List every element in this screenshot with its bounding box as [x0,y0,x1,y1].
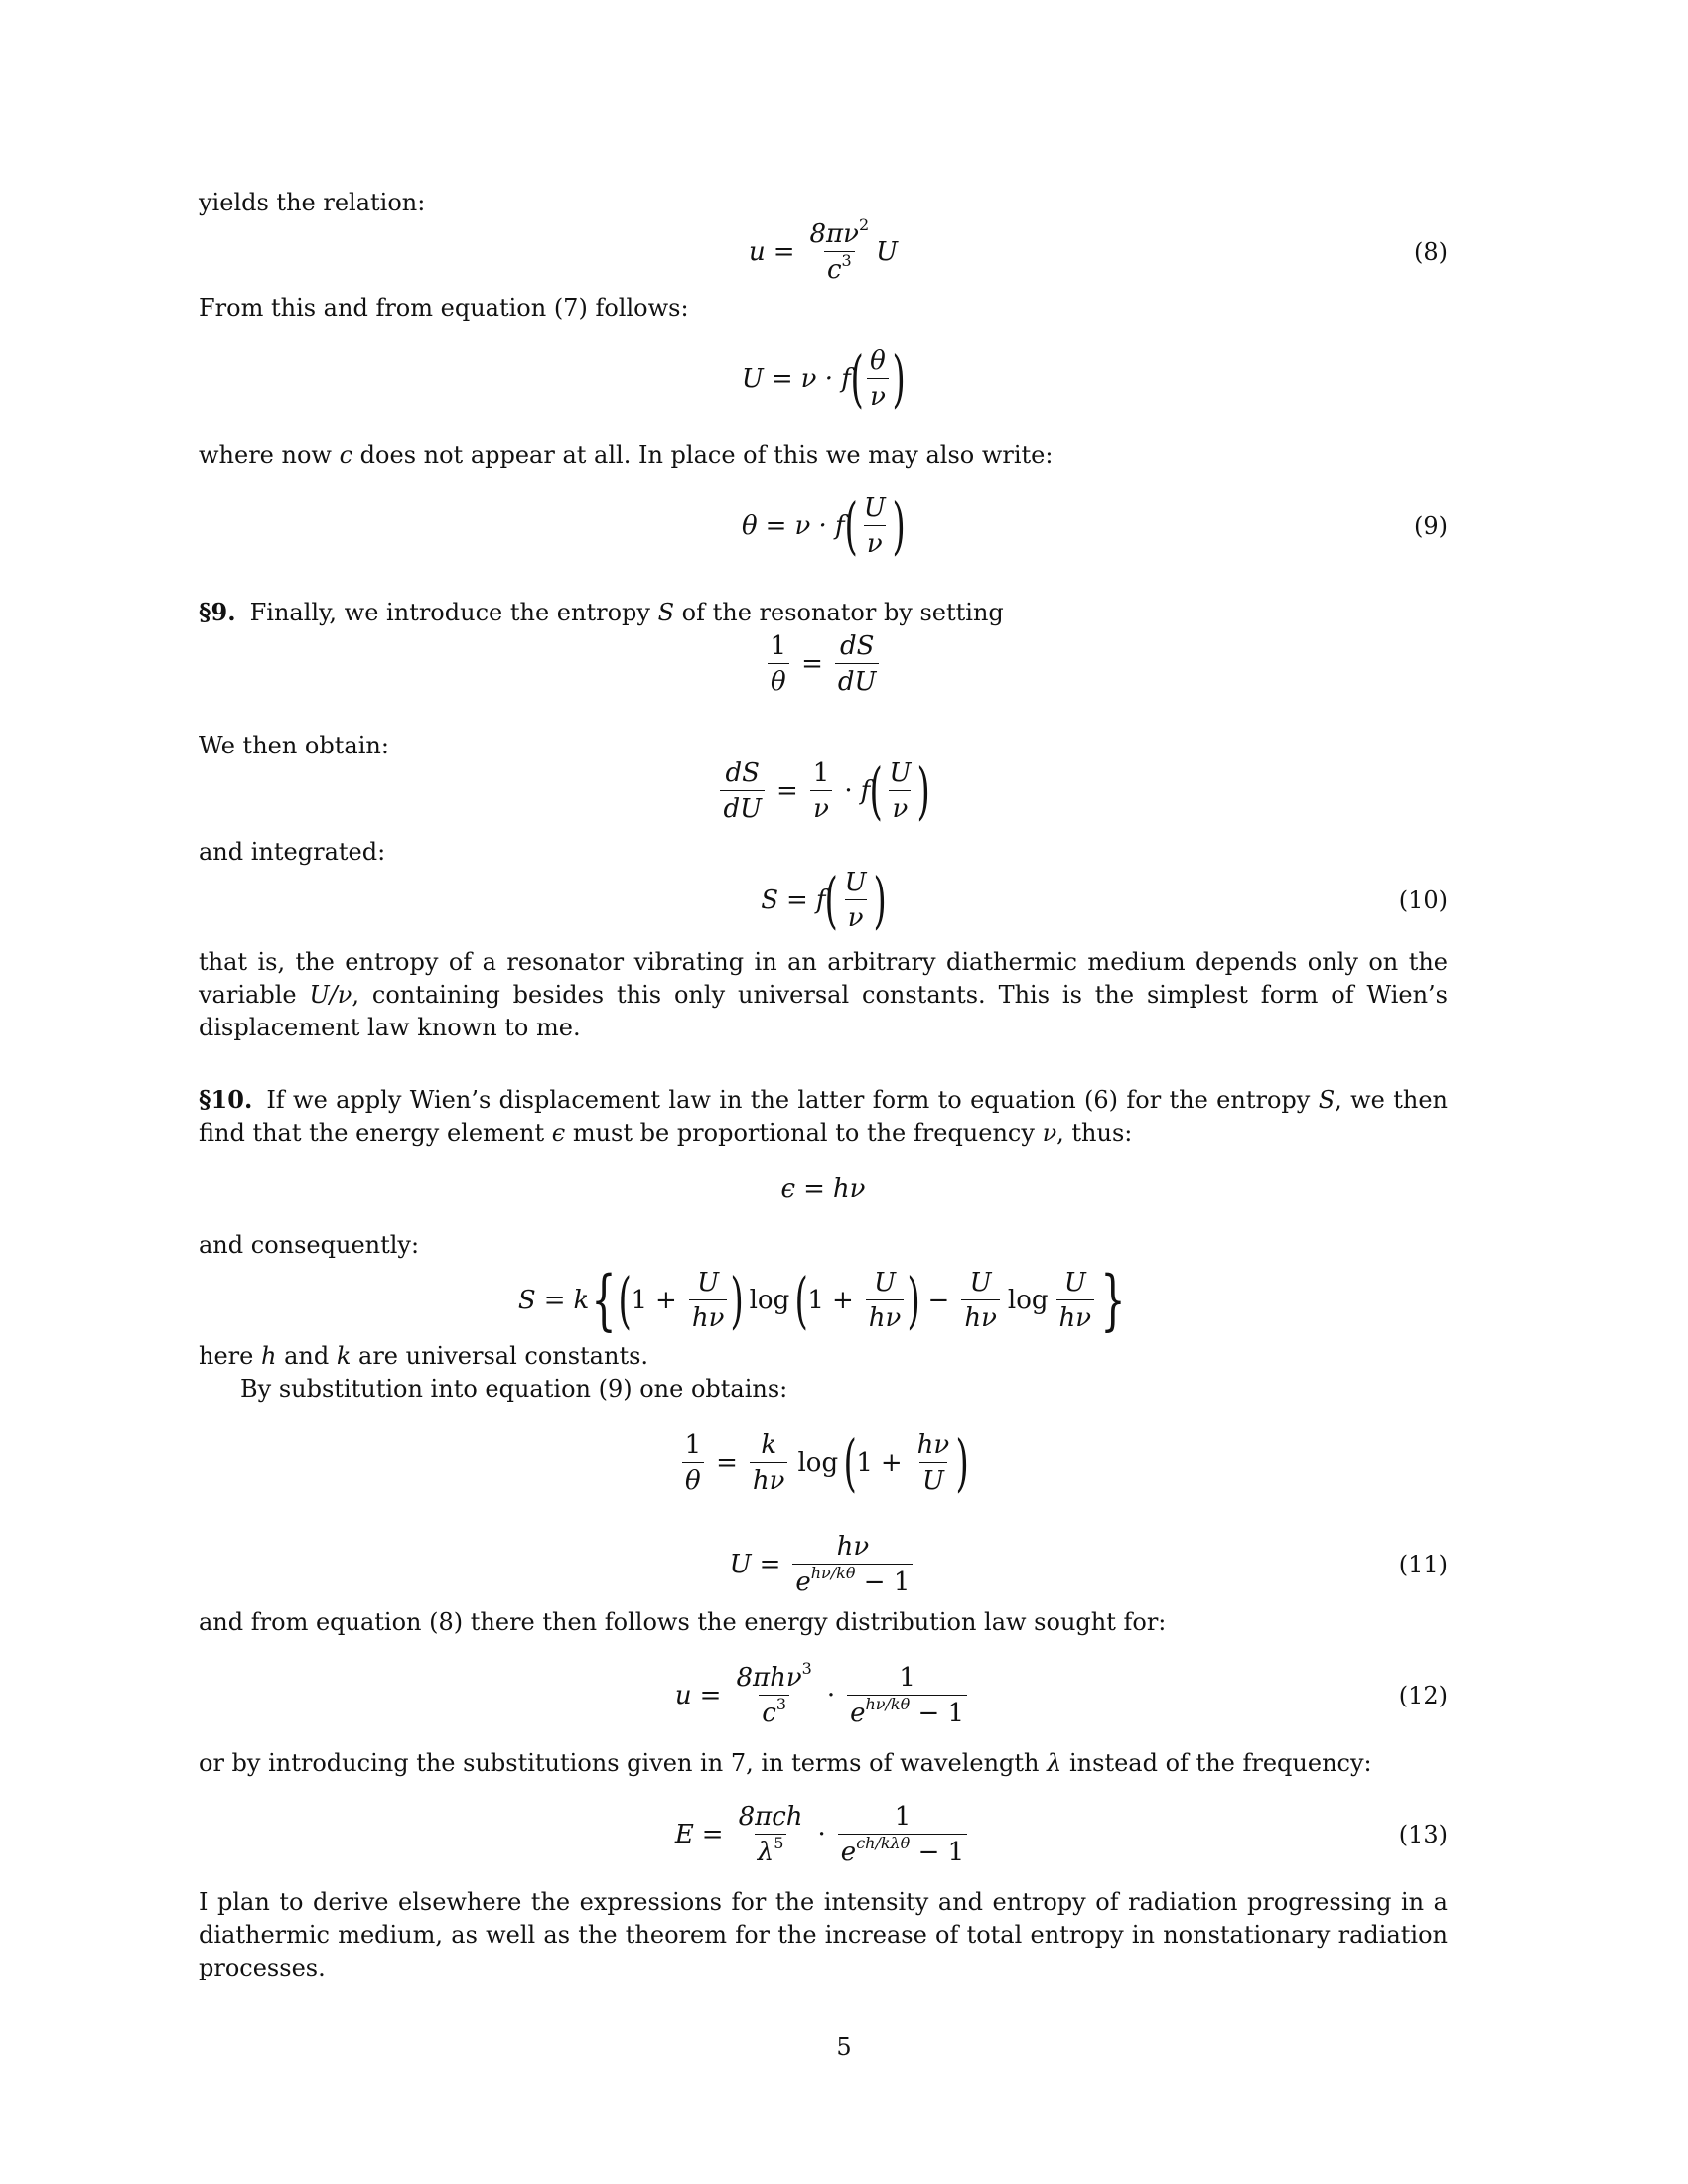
eq8-den-exponent: 3 [841,251,852,270]
eqt-l-num: 1 [684,1431,702,1460]
equals-sign: = [699,1681,722,1710]
eq11-num: hν [836,1532,870,1562]
eq8-lhs: u [748,237,766,267]
dot-operator: · [826,1681,836,1710]
var-u-over-nu: U/ν [309,981,352,1009]
text-where-now-post: does not appear at all. In place of this we may also write: [352,441,1054,469]
right-paren: ) [916,754,931,827]
eqs2-num: U [889,758,912,788]
eq12-num1-exp: 3 [801,1659,812,1678]
equation-energy-element [199,1171,1448,1207]
equation-12 [199,1658,1448,1733]
text-here-pre: here [199,1342,261,1370]
equ-mid: ν · f [800,364,851,394]
eq13-num2: 1 [894,1802,912,1832]
text-where-now [199,439,1448,472]
right-paren: ) [892,342,906,415]
eqs2-f: f [860,776,871,806]
equ-denominator: ν [867,378,889,412]
equals-sign: = [786,886,808,915]
eq13-lhs: E [674,1820,694,1849]
eqs1-r-den: dU [835,663,880,697]
text-that-is-pre: that is, the entropy of a resonator vibrating in an arbitrary diathermic medium depends only on the variable [199,948,1448,1009]
text-sec10-c: must be proportional to the frequency [565,1119,1043,1147]
section-10-label: §10. [199,1085,253,1114]
eqt-hnu: hν [750,1462,788,1496]
eq11-lhs: U [729,1550,752,1579]
eq8-denominator: c [826,255,842,285]
eqsk-k: k [573,1286,590,1315]
text-sec9-post: of the resonator by setting [674,599,1004,626]
minus-sign: − [927,1286,950,1315]
right-paren: ) [873,864,887,936]
equals-sign: = [701,1820,724,1849]
eqt-l-den: θ [682,1462,704,1496]
var-c: c [339,441,353,469]
left-paren: ( [824,864,839,936]
equation-number-8: (8) [1414,238,1448,266]
eq8-numerator: 8πν [809,219,859,249]
equation-inverse-theta [199,1424,1448,1503]
right-paren: ) [907,1264,921,1336]
equation-ds-du [199,752,1448,830]
left-paren: ( [844,489,858,562]
equation-number-12: (12) [1398,1682,1448,1709]
eq8-tail: U [876,237,899,267]
equals-sign: = [803,1174,825,1204]
equation-11 [199,1527,1448,1602]
text-yields: yields the relation: [199,189,426,216]
eq10-lhs: S [761,886,779,915]
eqsk-lhs: S [517,1286,536,1315]
right-paren: ) [892,489,906,562]
eqt-den: U [919,1462,947,1496]
eq12-num1: 8πhν [736,1663,802,1693]
text-here-h-k [199,1340,1448,1373]
left-brace: { [591,1262,617,1338]
eq9-denominator: ν [864,525,886,559]
eq9-mid: ν · f [794,511,845,541]
text-from-eq8: and from equation (8) there then follows the energy distribution law sought for: [199,1608,1167,1636]
var-s: S [657,599,675,626]
text-sec10-a: If we apply Wien’s displacement law in the latter form to equation (6) for the entropy [266,1086,1319,1114]
plus-sign: + [655,1286,677,1315]
eqsk-num: U [874,1268,896,1297]
log-operator: log [797,1448,839,1478]
eqsk-num: U [969,1268,992,1297]
equals-sign: = [716,1448,738,1478]
eqsk-den: hν [961,1299,1000,1333]
eq13-exponent: ch/kλθ [856,1834,911,1852]
eqs1-r-num: dS [839,631,875,661]
eqt-one: 1 [856,1448,873,1478]
equation-10 [199,862,1448,939]
eq13-den1: λ [757,1838,774,1867]
text-by-substitution: By substitution into equation (9) one obtains: [240,1375,788,1403]
eqs2-l-num: dS [725,758,760,788]
equals-sign: = [771,364,793,394]
eqsk-num: U [697,1268,720,1297]
plus-sign: + [880,1448,903,1478]
equation-8 [199,216,1448,288]
paragraph-final: I plan to derive elsewhere the expressions for the intensity and entropy of radiation progressing in a diathermic medium, as well as the theorem for the increase of total entropy in nonstationary radiation processes. [199,1888,1448,1981]
var-epsilon: ϵ [551,1119,566,1147]
eq8-num-exponent: 2 [858,215,870,234]
var-nu: ν [1042,1119,1057,1147]
dot-operator: · [817,1820,826,1849]
eqsk-one: 1 [807,1286,824,1315]
equation-entropy-definition [199,629,1448,699]
equ-lhs: U [741,364,764,394]
eq9-lhs: θ [741,511,758,541]
var-k: k [336,1342,352,1370]
left-paren: ( [618,1264,633,1336]
equation-number-11: (11) [1398,1551,1448,1578]
equation-number-13: (13) [1398,1821,1448,1848]
eqt-num: hν [916,1431,950,1460]
eqsk-den: hν [866,1299,905,1333]
eq9-numerator: U [863,493,886,523]
eq12-minus-one: − 1 [917,1699,965,1728]
eq10-num: U [844,868,867,897]
eqs2-l-den: dU [720,790,765,824]
eq10-den: ν [845,899,867,933]
eqe-lhs: ϵ [780,1174,796,1204]
text-from-this: From this and from equation (7) follows: [199,294,689,322]
text-sec10-d: , thus: [1056,1119,1133,1147]
eq13-minus-one: − 1 [917,1838,965,1867]
eq13-num1: 8πch [738,1802,803,1832]
left-paren: ( [794,1264,808,1336]
text-sec10-b: , we then find that the energy element [199,1086,1448,1147]
equation-9 [199,486,1448,566]
eqs2-m-num: 1 [812,758,830,788]
equals-sign: = [776,776,798,806]
eq12-num2: 1 [899,1663,915,1693]
eq10-f: f [815,886,826,915]
eq12-lhs: u [674,1681,692,1710]
eq13-e: e [840,1838,857,1867]
plus-sign: + [831,1286,854,1315]
equals-sign: = [765,511,787,541]
text-here-post: are universal constants. [351,1342,649,1370]
equation-number-9: (9) [1414,512,1448,540]
eqsk-den: hν [689,1299,728,1333]
eq12-den1: c [762,1699,776,1728]
eq11-e: e [795,1568,811,1597]
equals-sign: = [801,649,823,679]
log-operator: log [1007,1286,1049,1315]
var-lambda: λ [1047,1749,1062,1777]
dot-operator: · [844,776,853,806]
eqsk-num: U [1063,1268,1086,1297]
left-paren: ( [843,1427,857,1499]
eqs1-l-num: 1 [770,631,787,661]
eqs2-den: ν [889,790,911,824]
eqsk-den: hν [1056,1299,1095,1333]
eq11-minus-one: − 1 [863,1568,911,1597]
paragraph-wien-law [199,946,1448,1044]
right-brace: } [1100,1262,1126,1338]
eq12-den1-exp: 3 [775,1695,787,1713]
left-paren: ( [850,342,864,415]
right-paren: ) [730,1264,745,1336]
equals-sign: = [759,1550,781,1579]
var-s: S [1318,1086,1336,1114]
eqs2-m-den: ν [810,790,832,824]
text-or-by-introducing [199,1747,1448,1780]
right-paren: ) [955,1427,969,1499]
equation-number-10: (10) [1398,887,1448,914]
eqs1-l-den: θ [768,663,789,697]
equ-numerator: θ [870,346,886,376]
log-operator: log [749,1286,790,1315]
text-and-consequently: and consequently: [199,1231,420,1259]
equals-sign: = [543,1286,566,1315]
page-number: 5 [836,2033,852,2061]
eq8-fraction [807,215,873,285]
text-or-by-pre: or by introducing the substitutions given in 7, in terms of wavelength [199,1749,1048,1777]
text-where-now-pre: where now [199,441,340,469]
section-9-heading [199,596,1448,629]
eq13-den1-exp: 5 [774,1834,784,1852]
text-sec9-pre: Finally, we introduce the entropy [249,599,658,626]
equation-13 [199,1797,1448,1872]
section-9-label: §9. [199,598,236,626]
text-or-by-post: instead of the frequency: [1061,1749,1372,1777]
text-that-is-post: , containing besides this only universal constants. This is the simplest form of Wien’s displacement law known to me. [199,981,1448,1041]
left-paren: ( [869,754,883,827]
text-we-then-obtain: We then obtain: [199,732,389,759]
eq11-exponent: hν/kθ [810,1564,856,1582]
eq12-e: e [850,1699,866,1728]
equation-u-nu-f [199,340,1448,419]
eqsk-one: 1 [631,1286,648,1315]
eqt-k: k [761,1431,777,1460]
section-10-paragraph [199,1083,1448,1150]
eqe-rhs: hν [832,1174,866,1204]
var-h: h [260,1342,277,1370]
text-here-mid: and [276,1342,337,1370]
eq12-exponent: hν/kθ [865,1695,911,1713]
text-and-integrated: and integrated: [199,838,386,866]
equation-entropy-k [199,1261,1448,1340]
equals-sign: = [773,237,795,267]
